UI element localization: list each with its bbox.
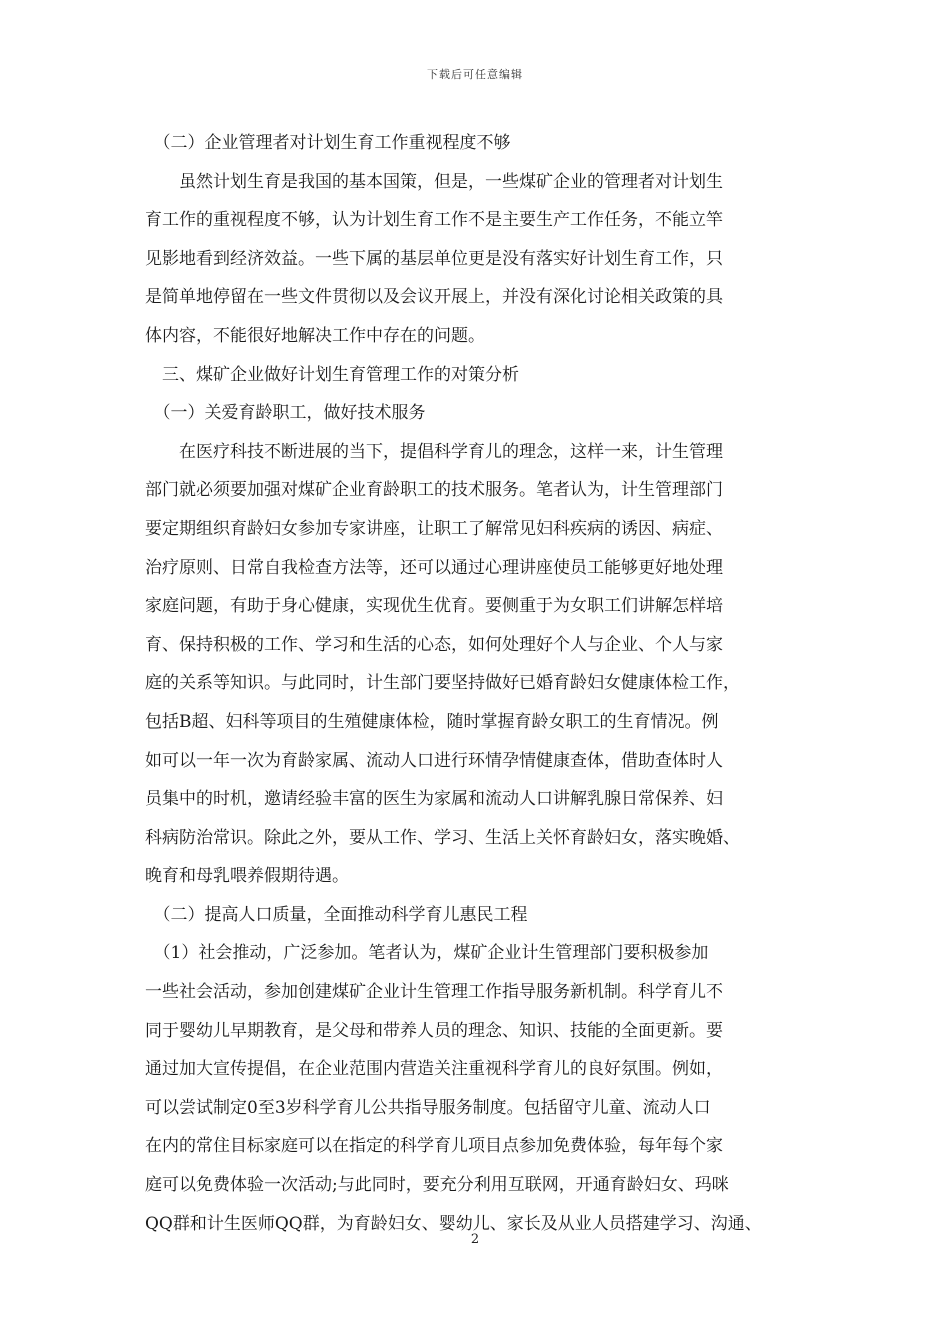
text-line: 一些社会活动，参加创建煤矿企业计生管理工作指导服务新机制。科学育儿不 xyxy=(145,982,723,1003)
text-line: 在内的常住目标家庭可以在指定的科学育儿项目点参加免费体验，每年每个家 xyxy=(145,1136,723,1157)
text-line: 育工作的重视程度不够，认为计划生育工作不是主要生产工作任务，不能立竿 xyxy=(145,210,723,231)
text-line: 三、煤矿企业做好计划生育管理工作的对策分析 xyxy=(145,364,519,385)
page-header: 下载后可任意编辑 xyxy=(427,68,523,81)
text-line: 如可以一年一次为育龄家属、流动人口进行环情孕情健康查体，借助查体时人 xyxy=(145,750,723,771)
text-line: （二）企业管理者对计划生育工作重视程度不够 xyxy=(145,133,511,153)
text-line: 同于婴幼儿早期教育，是父母和带养人员的理念、知识、技能的全面更新。要 xyxy=(145,1020,723,1041)
text-line: 育、保持积极的工作、学习和生活的心态，如何处理好个人与企业、个人与家 xyxy=(145,634,723,655)
page-number: 2 xyxy=(470,1232,480,1247)
text-line: 庭可以免费体验一次活动;与此同时，要充分利用互联网，开通育龄妇女、玛咪 xyxy=(145,1175,729,1196)
text-line: 体内容，不能很好地解决工作中存在的问题。 xyxy=(145,325,485,346)
text-line: 庭的关系等知识。与此同时，计生部门要坚持做好已婚育龄妇女健康体检工作， xyxy=(145,673,740,694)
text-line: （二）提高人口质量，全面推动科学育儿惠民工程 xyxy=(145,904,528,925)
text-line: （1）社会推动，广泛参加。笔者认为，煤矿企业计生管理部门要积极参加 xyxy=(145,943,709,964)
text-line: 科病防治常识。除此之外，要从工作、学习、生活上关怀育龄妇女，落实晚婚、 xyxy=(145,827,740,848)
text-line: QQ群和计生医师QQ群，为育龄妇女、婴幼儿、家长及从业人员搭建学习、沟通、 xyxy=(145,1213,762,1234)
text-line: 晚育和母乳喂养假期待遇。 xyxy=(145,866,349,887)
text-line: 治疗原则、日常自我检查方法等，还可以通过心理讲座使员工能够更好地处理 xyxy=(145,557,723,578)
text-line: 见影地看到经济效益。一些下属的基层单位更是没有落实好计划生育工作，只 xyxy=(145,248,723,269)
text-line: 要定期组织育龄妇女参加专家讲座，让职工了解常见妇科疾病的诱因、病症、 xyxy=(145,518,723,539)
document-body xyxy=(145,124,825,1243)
text-line: （一）关爱育龄职工，做好技术服务 xyxy=(145,403,426,424)
text-line: 在医疗科技不断进展的当下，提倡科学育儿的理念，这样一来，计生管理 xyxy=(145,441,723,462)
text-line: 员集中的时机，邀请经验丰富的医生为家属和流动人口讲解乳腺日常保养、妇 xyxy=(145,789,723,810)
text-line: 通过加大宣传提倡，在企业范围内营造关注重视科学育儿的良好氛围。例如， xyxy=(145,1059,723,1080)
text-line: 虽然计划生育是我国的基本国策，但是，一些煤矿企业的管理者对计划生 xyxy=(145,171,723,192)
text-line: 可以尝试制定0至3岁科学育儿公共指导服务制度。包括留守儿童、流动人口 xyxy=(145,1097,711,1118)
text-line: 是简单地停留在一些文件贯彻以及会议开展上，并没有深化讨论相关政策的具 xyxy=(145,287,723,308)
text-line: 家庭问题，有助于身心健康，实现优生优育。要侧重于为女职工们讲解怎样培 xyxy=(145,596,723,617)
text-line: 部门就必须要加强对煤矿企业育龄职工的技术服务。笔者认为，计生管理部门 xyxy=(145,480,723,501)
text-line: 包括B超、妇科等项目的生殖健康体检，随时掌握育龄女职工的生育情况。例 xyxy=(145,711,719,732)
